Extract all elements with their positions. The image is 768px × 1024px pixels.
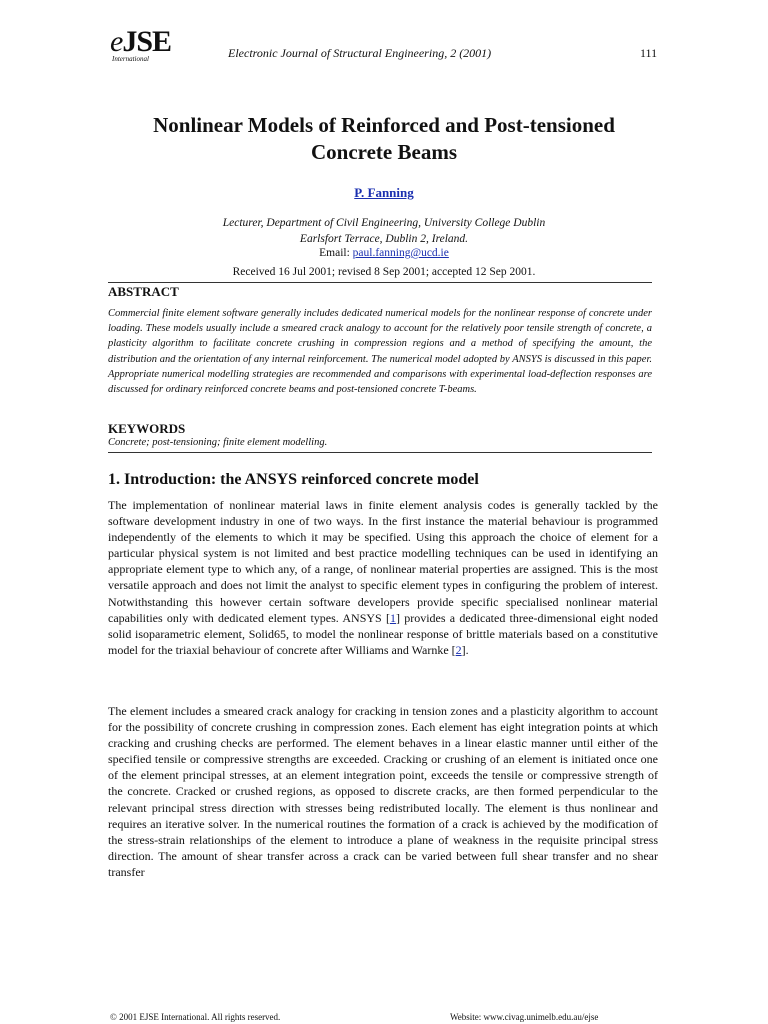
paper-title [100,112,668,166]
logo-letters-jse: JSE [122,25,172,58]
divider [108,282,652,283]
page-number: 111 [640,46,658,60]
author-link[interactable]: P. Fanning [354,185,414,200]
keywords-text: Concrete; post-tensioning; finite element modelling. [108,437,328,448]
logo-subtitle: International [112,55,149,63]
received-dates: Received 16 Jul 2001; revised 8 Sep 2001; accepted 12 Sep 2001. [232,266,536,278]
logo-letter-e: e [110,25,123,58]
abstract-text: Commercial finite element software generally includes dedicated numerical models for the nonlinear response of concrete under loading. These models usually include a smeared crack analogy to account for the relatively poor tensile strength of concrete, a plasticity algorithm to facilitate concrete crushing in compression regions and a method of specifying the amount, the distribution and the orientation of any internal reinforcement. The numerical model adopted by ANSYS is discussed in this paper. Appropriate numerical modelling strategies are recommended and comparisons with experimental load-deflection responses are discussed for ordinary reinforced concrete beams and post-tensioned concrete T-beams. [108,308,652,396]
ejse-logo [110,27,174,69]
copyright-footer: © 2001 EJSE International. All rights reserved. [110,1012,281,1022]
affiliation-line-2: Earlsfort Terrace, Dublin 2, Ireland. [299,233,469,245]
reference-link-2[interactable]: 2 [455,642,462,657]
email-link[interactable]: paul.fanning@ucd.ie [352,247,449,259]
affiliation-line-1: Lecturer, Department of Civil Engineering, University College Dublin [222,217,546,229]
title-line-1: Nonlinear Models of Reinforced and Post-tensioned [153,113,615,137]
keywords-heading: KEYWORDS [108,421,186,436]
divider [108,452,652,453]
body-paragraph-1 [108,497,658,658]
website-footer: Website: www.civag.unimelb.edu.au/ejse [450,1012,599,1022]
para1-text-c: ]. [461,642,469,657]
journal-header: Electronic Journal of Structural Engineering, 2 (2001) [228,46,492,60]
para1-text-b: ] provides a dedicated three-dimensional eight noded solid isoparametric element, Solid65, to model the nonlinear response of brittle materials based on a constitutive model for the triaxial behaviour of concrete after Williams and Warnke [ [108,610,658,657]
abstract-heading: ABSTRACT [108,284,179,299]
para1-text-a: The implementation of nonlinear material laws in finite element analysis codes is generally tackled by the software development industry in one of two ways. In the first instance the material behaviour is programmed independently of the elements to which it may be specified. Using this approach the choice of element for a particular physical system is not limited and best practice modelling techniques can be used in identifying an appropriate element type to which any, of a range, of nonlinear material properties are assigned. This is the most versatile approach and does not limit the analyst to specific element types in configuring the problem of interest. Notwithstanding this however certain software developers provide specific specialised nonlinear material capabilities only with dedicated element types. ANSYS [ [108,498,658,625]
reference-link-1[interactable]: 1 [389,610,396,625]
section-heading: 1. Introduction: the ANSYS reinforced concrete model [108,471,479,488]
email-line [100,247,668,259]
title-line-2: Concrete Beams [311,140,457,164]
email-label: Email: [319,247,350,259]
body-paragraph-2: The element includes a smeared crack analogy for cracking in tension zones and a plasticity algorithm to account for the possibility of concrete crushing in compression zones. Each element has eight integration points at which cracking and crushing checks are performed. The element behaves in a linear elastic manner until either of the specified tensile or compressive strengths are exceeded. Cracking or crushing of an element is initiated once one of the element principal stresses, at an element integration point, exceeds the tensile or compressive strength of the concrete. Cracked or crushed regions, as opposed to discrete cracks, are then formed perpendicular to the relevant principal stress direction with stresses being redistributed locally. The element is thus nonlinear and requires an iterative solver. In the numerical routines the formation of a crack is achieved by the modification of the stress-strain relationships of the element to introduce a plane of weakness in the requisite principal stress direction. The amount of shear transfer across a crack can be varied between full shear transfer and no shear transfer [108,704,658,879]
